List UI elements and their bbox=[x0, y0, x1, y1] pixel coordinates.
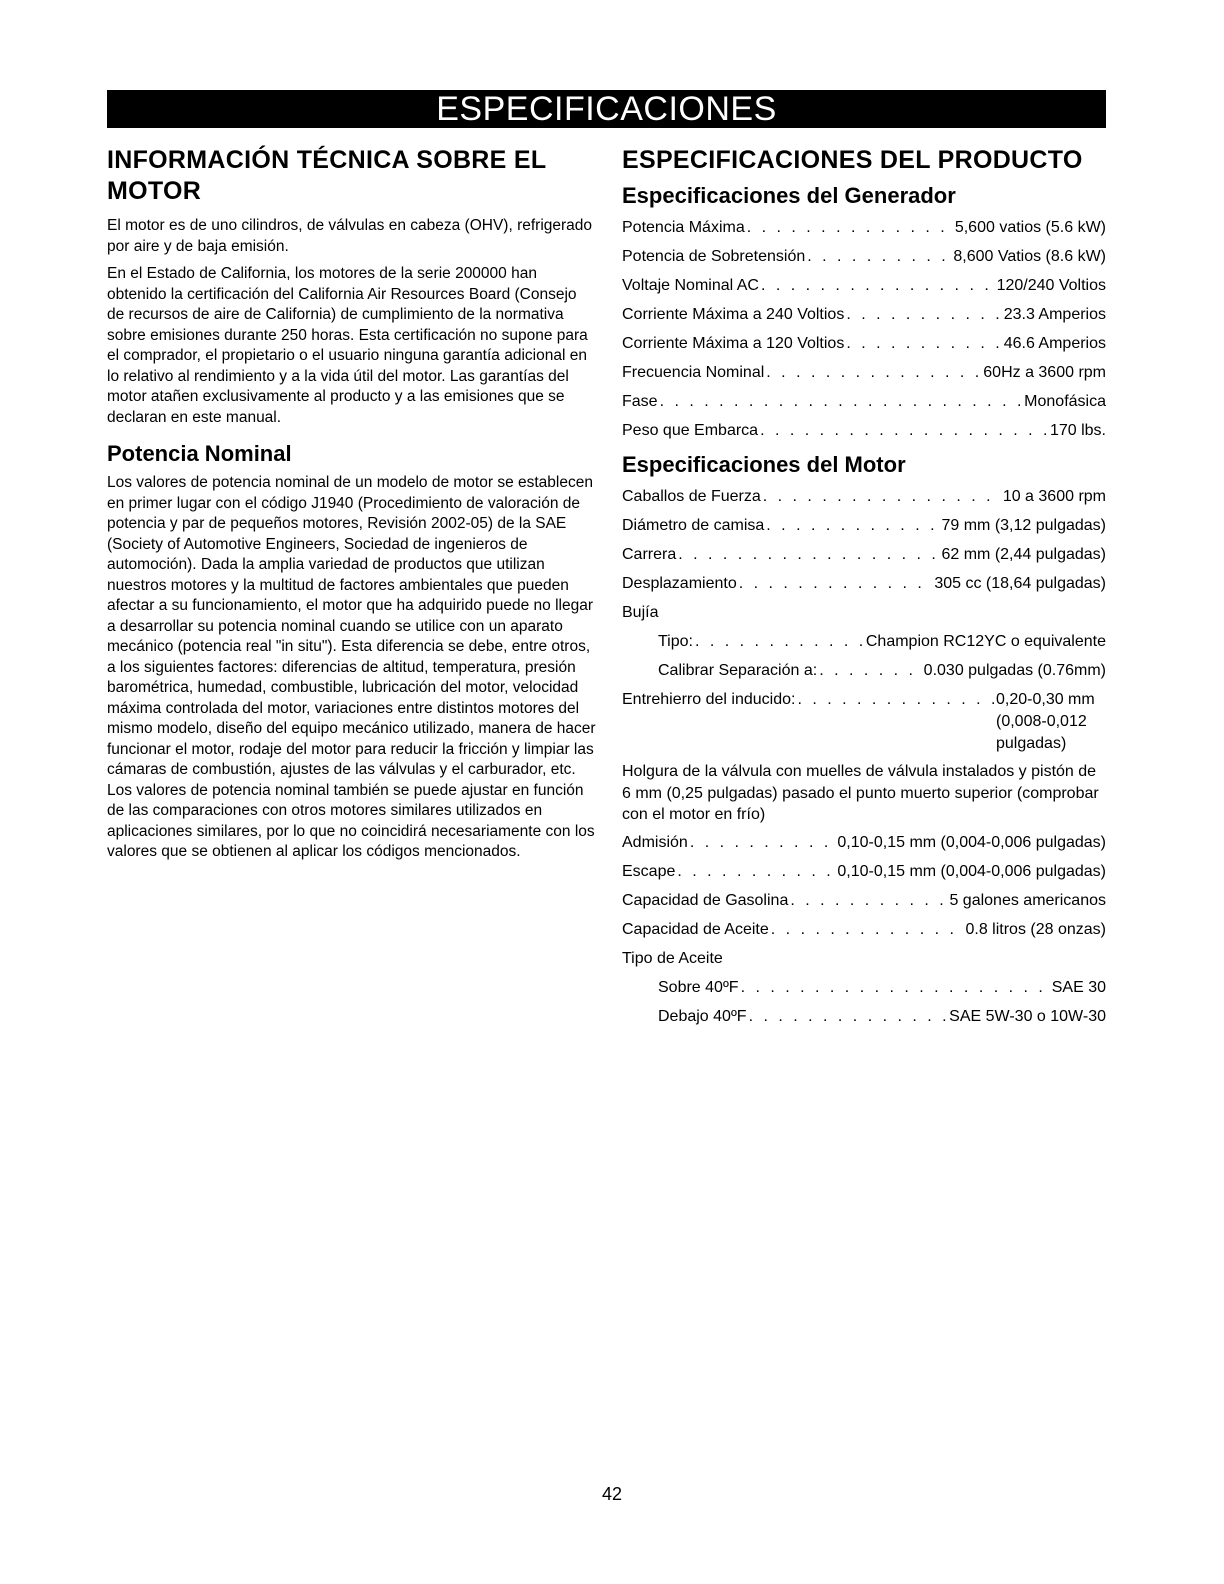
spec-row: Admisión . . . 0,10-0,15 mm (0,004-0,006 pulgadas) bbox=[622, 828, 1106, 857]
motor-specs-heading: Especificaciones del Motor bbox=[622, 452, 906, 477]
spec-row: Peso que Embarca . . . 170 lbs. bbox=[622, 416, 1106, 445]
spec-row: Capacidad de Aceite . . . 0.8 litros (28 onzas) bbox=[622, 915, 1106, 944]
motor-specs-list bbox=[622, 482, 1106, 1031]
generator-specs-list bbox=[622, 213, 1106, 445]
page-number: 42 bbox=[601, 1484, 623, 1504]
spec-row-armature-gap: Entrehierro del inducido: . . . 0,20-0,30 mm (0,008-0,012 pulgadas) bbox=[622, 689, 1106, 755]
spec-row: Desplazamiento . . . 305 cc (18,64 pulgadas) bbox=[622, 569, 1106, 598]
spec-row: Tipo: . . . Champion RC12YC o equivalente bbox=[622, 627, 1106, 656]
engine-info-column bbox=[107, 145, 597, 863]
spec-row: Corriente Máxima a 120 Voltios . . . 46.6 Amperios bbox=[622, 329, 1106, 358]
spec-row: Fase . . . Monofásica bbox=[622, 387, 1106, 416]
spec-row: Calibrar Separación a: . . . 0.030 pulgadas (0.76mm) bbox=[622, 656, 1106, 685]
california-certification: En el Estado de California, los motores de la serie 200000 han obtenido la certificación del California Air Resources Board (Consejo de recursos de aire de California) de cumplimiento de la normativa sobre emisiones durante 250 horas. Esta certificación no supone para el comprador, el propietario o el usuario ninguna garantía adicional en lo relativo al rendimiento y a la vida útil del motor. Las garantías del motor atañen exclusivamente al producto y a las emisiones que se declaran en este manual. bbox=[107, 265, 588, 426]
oil-type-label: Tipo de Aceite bbox=[622, 949, 723, 967]
spec-row: Frecuencia Nominal . . . 60Hz a 3600 rpm bbox=[622, 358, 1106, 387]
spark-plug-label: Bujía bbox=[622, 604, 659, 621]
spec-row: Diámetro de camisa . . . 79 mm (3,12 pulgadas) bbox=[622, 511, 1106, 540]
spec-row: Potencia de Sobretensión . . . 8,600 Vatios (8.6 kW) bbox=[622, 242, 1106, 271]
spec-row: Caballos de Fuerza . . . 10 a 3600 rpm bbox=[622, 482, 1106, 511]
power-rating-heading: Potencia Nominal bbox=[107, 441, 292, 466]
spec-row: Potencia Máxima . . . 5,600 vatios (5.6 kW) bbox=[622, 213, 1106, 242]
valve-clearance-note: Holgura de la válvula con muelles de válvula instalados y pistón de 6 mm (0,25 pulgadas) pasado el punto muerto superior (comprobar con el motor en frío) bbox=[622, 763, 1099, 823]
spec-row: Corriente Máxima a 240 Voltios . . . 23.3 Amperios bbox=[622, 300, 1106, 329]
spec-row: Voltaje Nominal AC . . . 120/240 Voltios bbox=[622, 271, 1106, 300]
spec-row: Escape . . . 0,10-0,15 mm (0,004-0,006 pulgadas) bbox=[622, 857, 1106, 886]
power-rating-text: Los valores de potencia nominal de un modelo de motor se establecen en primer lugar con el código J1940 (Procedimiento de valoración de potencia y par de pequeños motores, Revisión 2002-05) de la SAE (Society of Automotive Engineers, Sociedad de ingenieros de automoción). Dada la amplia variedad de productos que utilizan nuestros motores y la multitud de factores ambientales que pueden afectar a su funcionamiento, el motor que ha adquirido puede no llegar a desarrollar su potencia nominal cuando se utilice con un aparato mecánico (potencia real "in situ"). Esta diferencia se debe, entre otros, a los siguientes factores: diferencias de altitud, temperatura, presión barométrica, humedad, combustible, lubricación del motor, velocidad máxima controlada del motor, variaciones entre distintos motores del mismo modelo, diseño del equipo mecánico utilizado, manera de hacer funcionar el motor, rodaje del motor para reducir la fricción y limpiar las cámaras de combustión, ajustes de las válvulas y el carburador, etc. Los valores de potencia nominal también se puede ajustar en función de las comparaciones con otros motores similares utilizados en aplicaciones similares, por lo que no coincidirá necesariamente con los valores que se obtienen al aplicar los códigos mencionados. bbox=[107, 474, 596, 860]
product-specs-heading: ESPECIFICACIONES DEL PRODUCTO bbox=[622, 146, 1083, 174]
page-banner: ESPECIFICACIONES bbox=[107, 90, 1106, 128]
product-specs-column bbox=[622, 145, 1106, 1031]
generator-specs-heading: Especificaciones del Generador bbox=[622, 183, 956, 208]
spec-row: Debajo 40ºF . . . SAE 5W-30 o 10W-30 bbox=[622, 1002, 1106, 1031]
spec-row: Carrera . . . 62 mm (2,44 pulgadas) bbox=[622, 540, 1106, 569]
spec-row: Sobre 40ºF . . . SAE 30 bbox=[622, 973, 1106, 1002]
engine-description: El motor es de uno cilindros, de válvulas en cabeza (OHV), refrigerado por aire y de baja emisión. bbox=[107, 217, 593, 255]
engine-info-heading: INFORMACIÓN TÉCNICA SOBRE EL MOTOR bbox=[107, 146, 546, 205]
spec-row: Capacidad de Gasolina . . . 5 galones americanos bbox=[622, 886, 1106, 915]
